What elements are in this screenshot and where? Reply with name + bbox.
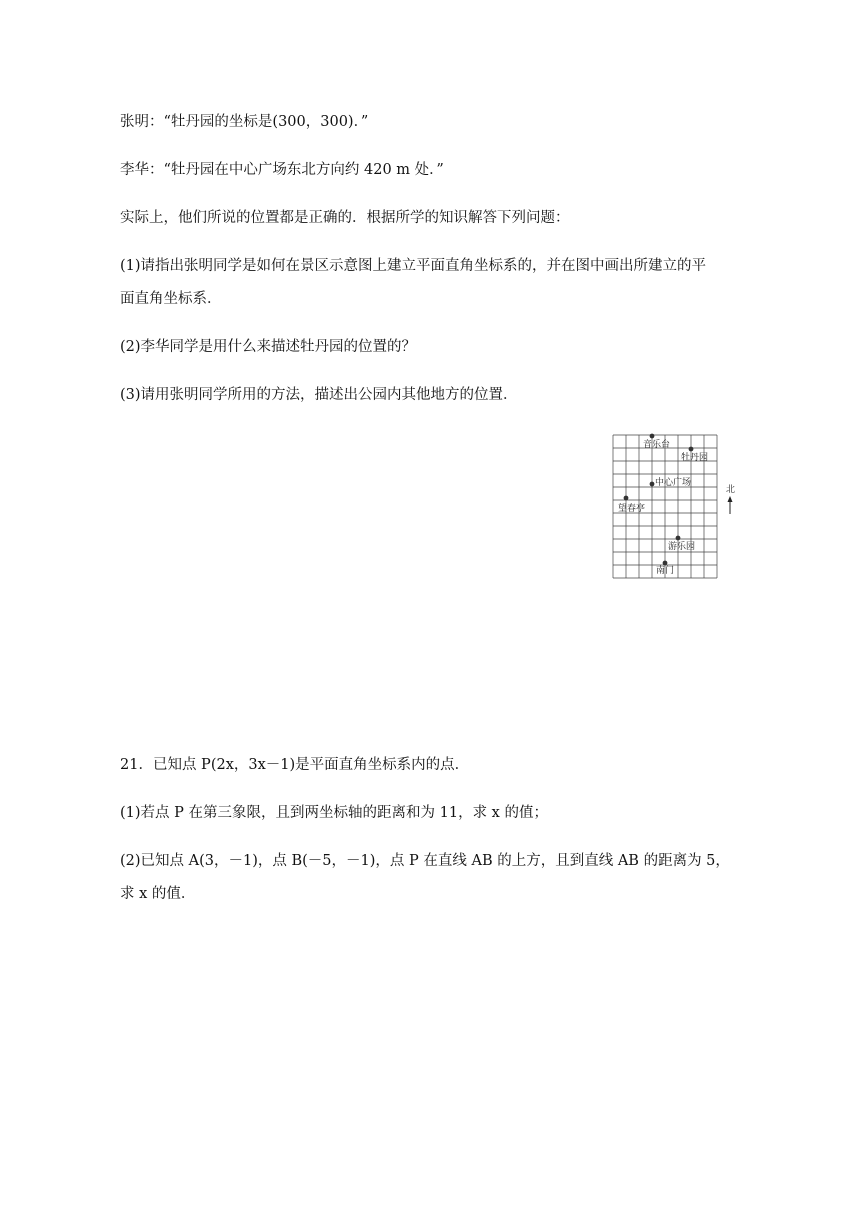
south-gate-label: 南门 [656, 566, 675, 576]
q20-part1-line2: 面直角坐标系． [120, 291, 222, 307]
north-label: 北 [726, 485, 736, 495]
q20-part2: (2)李华同学是用什么来描述牡丹园的位置的？ [120, 339, 417, 355]
q21-part1: (1)若点 P 在第三象限，且到两坐标轴的距离和为 11，求 x 的值； [120, 805, 548, 821]
wangchun-pavilion-marker [618, 496, 645, 514]
music-stage-label: 音乐台 [643, 440, 671, 450]
q20-part3: (3)请用张明同学所用的方法，描述出公园内其他地方的位置． [120, 387, 518, 403]
q21-part2-line1: (2)已知点 A(3，－1)，点 B(－5，－1)，点 P 在直线 AB 的上方，且到直线 AB 的距离为 5， [120, 853, 730, 869]
q20-li-hua: 李华：“牡丹园在中心广场东北方向约 420 m 处．” [120, 162, 444, 178]
q20-intro: 实际上，他们所说的位置都是正确的．根据所学的知识解答下列问题： [120, 210, 570, 226]
q20-part1-line1: (1)请指出张明同学是如何在景区示意图上建立平面直角坐标系的，并在图中画出所建立的平 [120, 258, 707, 274]
q20-zhang-ming: 张明：“牡丹园的坐标是(300，300)．” [120, 114, 369, 130]
wangchun-pavilion-label: 望春亭 [618, 504, 646, 514]
q21-stem: 21．已知点 P(2x，3x－1)是平面直角坐标系内的点． [120, 757, 470, 773]
amusement-park-label: 游乐园 [668, 542, 696, 552]
music-stage-marker [643, 434, 670, 450]
central-square-label: 中心广场 [655, 478, 692, 488]
north-arrow-icon [728, 496, 733, 514]
south-gate-marker [656, 561, 674, 576]
central-square-marker [650, 476, 691, 488]
peony-garden-label: 牡丹园 [681, 453, 709, 463]
park-map-figure [610, 432, 740, 582]
q21-part2-line2: 求 x 的值． [120, 886, 196, 902]
